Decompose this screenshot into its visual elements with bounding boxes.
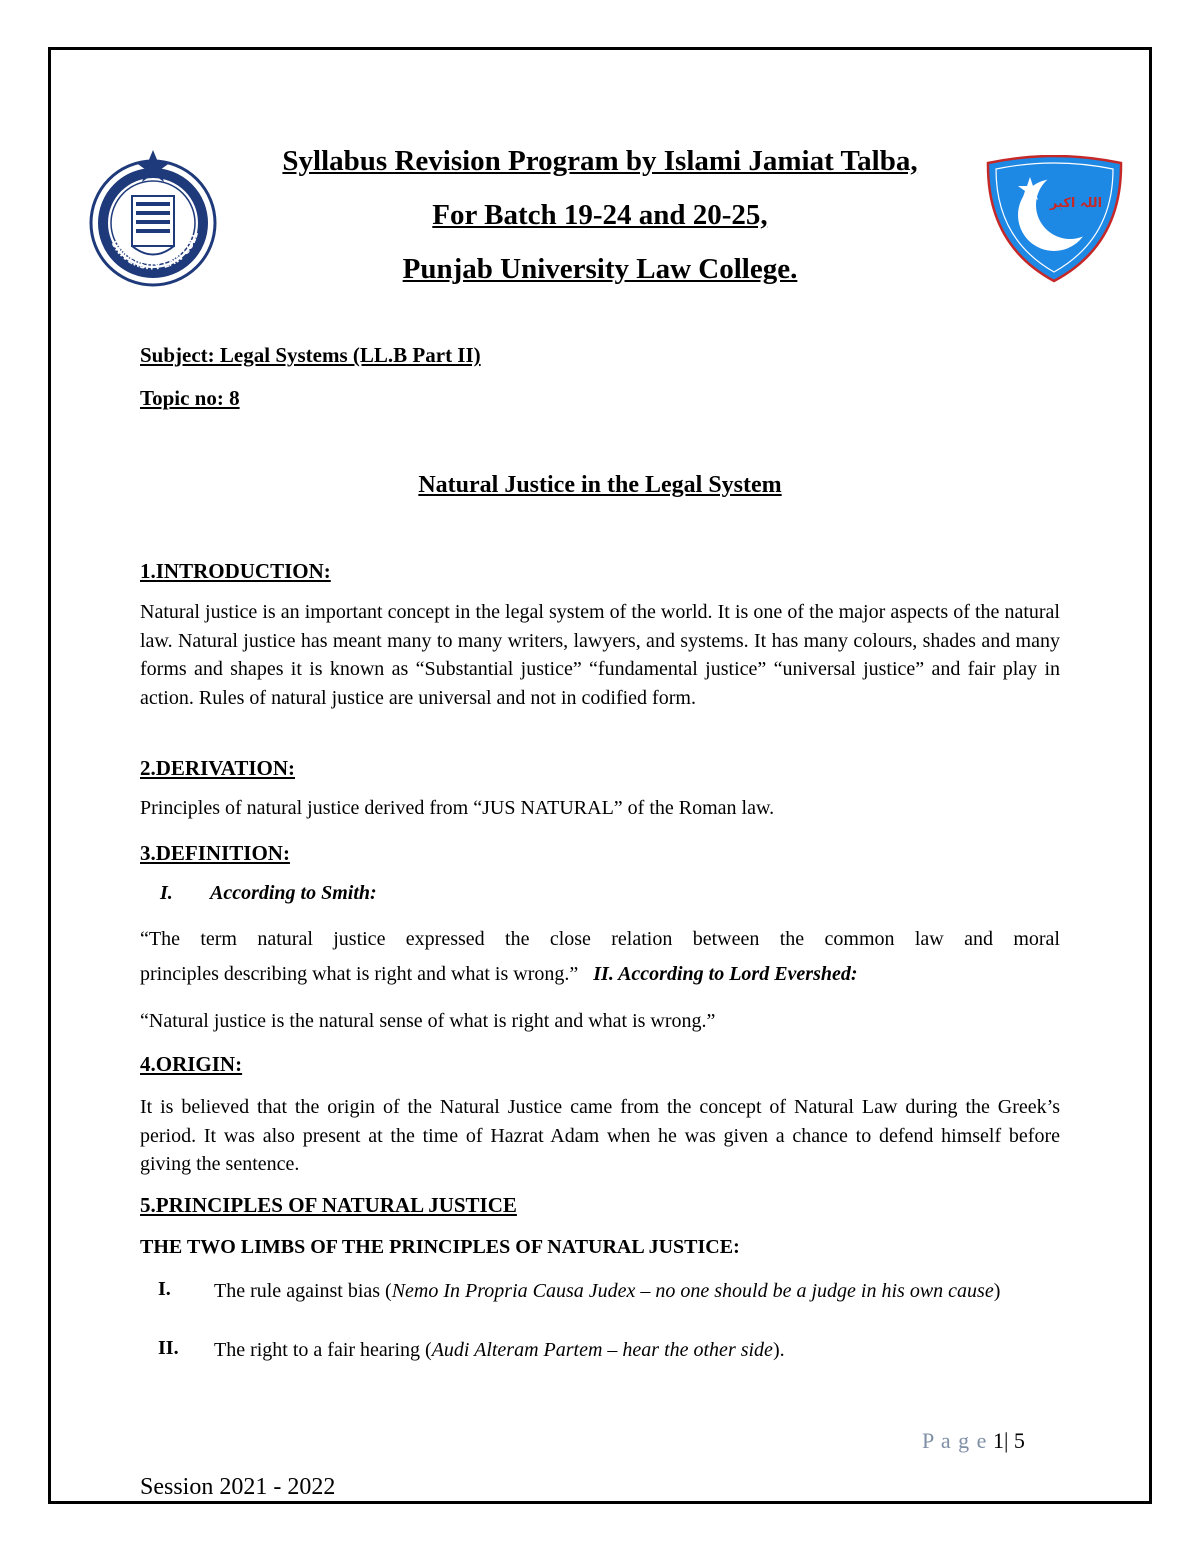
definition-1-number: I. bbox=[160, 882, 173, 904]
page-number-footer bbox=[922, 1428, 1025, 1454]
logo-glyph-text: اللہ اکبر bbox=[1049, 196, 1103, 211]
definition-1-quote-line-1: “The term natural justice expressed the close relation between the common law and moral bbox=[140, 928, 1060, 950]
definition-2-label: II. According to Lord Evershed: bbox=[593, 963, 858, 985]
topic-line: Topic no: 8 bbox=[140, 386, 240, 410]
session-label: Session 2021 - 2022 bbox=[140, 1474, 336, 1500]
page-total: 5 bbox=[1013, 1428, 1025, 1453]
derivation-heading: 2.DERIVATION: bbox=[140, 756, 295, 780]
header-line-3: Punjab University Law College. bbox=[402, 253, 798, 285]
definition-1-quote-line-2 bbox=[140, 963, 858, 986]
university-law-college-logo bbox=[88, 148, 218, 293]
introduction-heading: 1.INTRODUCTION: bbox=[140, 559, 331, 583]
limb-1-lead: The rule against bias ( bbox=[214, 1280, 392, 1302]
definition-2-quote: “Natural justice is the natural sense of what is right and what is wrong.” bbox=[140, 1010, 716, 1032]
page-current: 1 bbox=[992, 1428, 1004, 1453]
limb-2-number: II. bbox=[158, 1337, 179, 1359]
limb-2-lead: The right to a fair hearing ( bbox=[214, 1339, 432, 1361]
origin-heading: 4.ORIGIN: bbox=[140, 1052, 243, 1076]
limb-1-text bbox=[214, 1277, 1054, 1306]
definition-heading: 3.DEFINITION: bbox=[140, 841, 290, 865]
principles-heading: 5.PRINCIPLES OF NATURAL JUSTICE bbox=[140, 1193, 517, 1217]
limb-2-maxim: Audi Alteram Partem – hear the other side bbox=[431, 1339, 773, 1361]
limb-1-end: ) bbox=[993, 1280, 1001, 1302]
two-limbs-heading: THE TWO LIMBS OF THE PRINCIPLES OF NATURAL JUSTICE: bbox=[140, 1236, 740, 1258]
header-line-1: Syllabus Revision Program by Islami Jamiat Talba, bbox=[282, 145, 918, 177]
limb-2-text bbox=[214, 1336, 1054, 1365]
limb-1-number: I. bbox=[158, 1278, 171, 1300]
introduction-text: Natural justice is an important concept in the legal system of the world. It is one of the major aspects of the natural law. Natural justice has meant many to many writers, lawyers, and systems. It has many colours, shades and many forms and shapes it is known as “Substantial justice” “fundamental justice” “universal justice” and fair play in action. Rules of natural justice are universal and not in codified form. bbox=[140, 601, 1060, 709]
limb-2-end: ). bbox=[772, 1339, 785, 1361]
definition-1-quote-end: principles describing what is right and what is wrong.” bbox=[140, 963, 579, 985]
page-word: P a g e bbox=[922, 1428, 988, 1453]
page-separator: | bbox=[1003, 1428, 1009, 1453]
logo-ring-text: UNIVERSITY LAW COLL bbox=[108, 231, 201, 273]
origin-text: It is believed that the origin of the Natural Justice came from the concept of Natural Law during the Greek’s period. It was also present at the time of Hazrat Adam when he was given a chance to defend himself before giving the sentence. bbox=[140, 1096, 1060, 1175]
jamiat-shield-logo bbox=[982, 155, 1127, 285]
document-title: Natural Justice in the Legal System bbox=[418, 472, 782, 498]
header-line-2: For Batch 19-24 and 20-25, bbox=[432, 199, 768, 231]
derivation-text: Principles of natural justice derived from “JUS NATURAL” of the Roman law. bbox=[140, 797, 775, 819]
limb-1-maxim: Nemo In Propria Causa Judex – no one should be a judge in his own cause bbox=[391, 1280, 994, 1302]
definition-1-label: According to Smith: bbox=[210, 882, 377, 904]
subject-line: Subject: Legal Systems (LL.B Part II) bbox=[140, 343, 481, 367]
